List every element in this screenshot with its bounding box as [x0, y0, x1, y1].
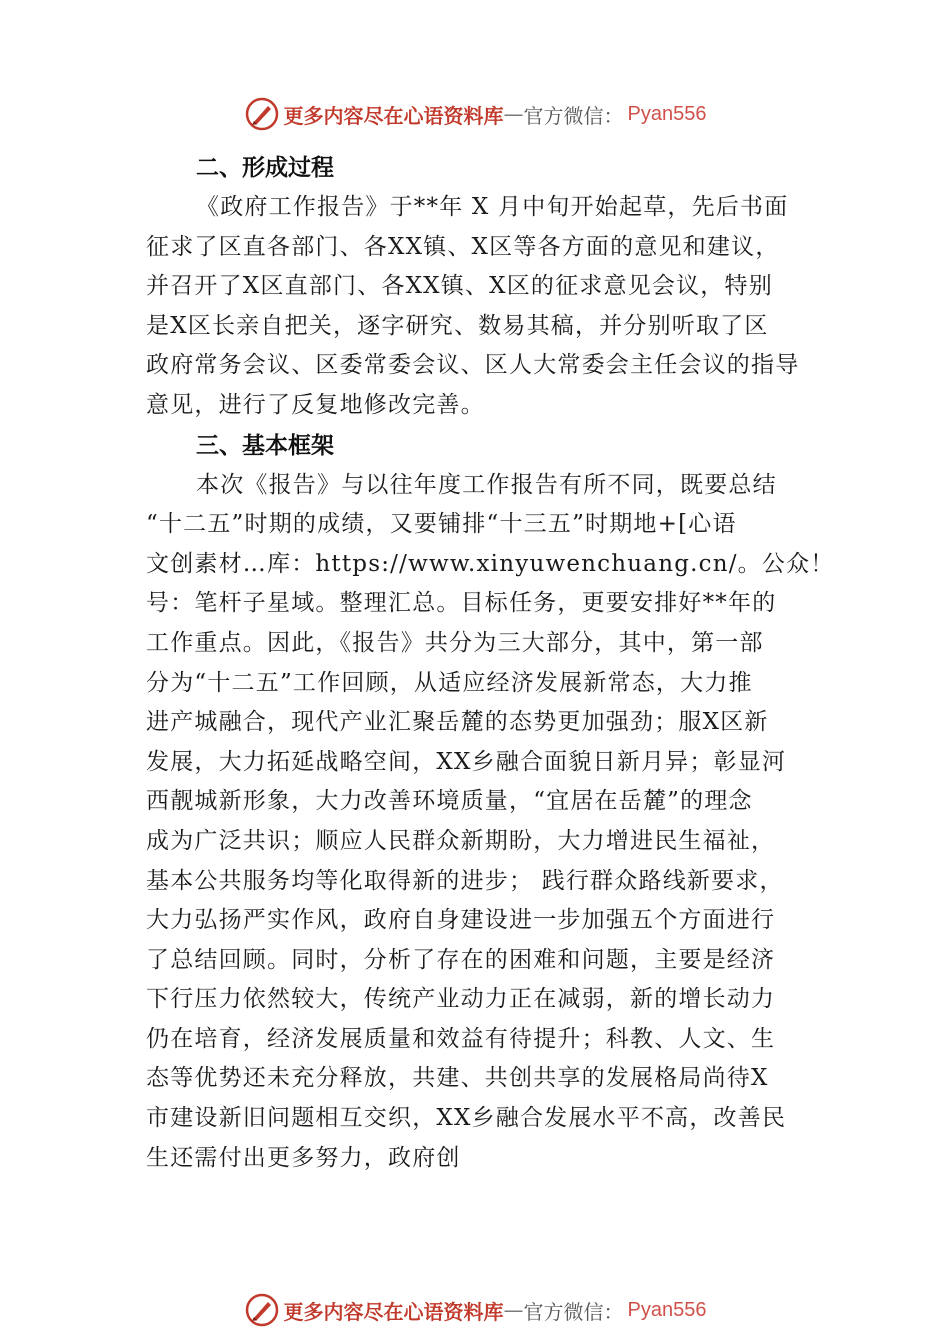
banner-separator: —	[503, 1298, 524, 1322]
paragraph-line: 市建设新旧问题相互交织，XX乡融合发展水平不高，改善民	[146, 1105, 787, 1132]
paragraph-line: 文创素材…库：https://www.xinyuwenchuang.cn/。公众！	[146, 550, 835, 577]
banner-wechat-label: 官方微信：	[523, 1299, 624, 1324]
paragraph-line: 发展，大力拓延战略空间，XX乡融合面貌日新月异；彰显河	[146, 748, 787, 775]
paragraph-line: 西靓城新形象，大力改善环境质量，“宜居在岳麓”的理念	[146, 788, 753, 815]
banner-main-text: 更多内容尽在心语资料库	[283, 103, 504, 128]
section-heading-framework: 三、基本框架	[196, 432, 334, 459]
pen-logo-icon	[244, 96, 280, 132]
paragraph-line: 仍在培育，经济发展质量和效益有待提升；科教、人文、生	[146, 1025, 776, 1052]
paragraph-line: 政府常务会议、区委常委会议、区人大常委会主任会议的指导	[146, 352, 800, 379]
pen-logo-icon	[244, 1292, 280, 1328]
paragraph-line: 态等优势还未充分释放，共建、共创共享的发展格局尚待X	[146, 1065, 769, 1092]
paragraph-line: 本次《报告》与以往年度工作报告有所不同，既要总结	[196, 471, 777, 498]
document-body	[146, 148, 835, 1178]
paragraph-line: 成为广泛共识；顺应人民群众新期盼，大力增进民生福祉，	[146, 827, 776, 854]
banner-separator: —	[503, 102, 524, 126]
header-banner	[0, 92, 950, 136]
paragraph-line: 进产城融合，现代产业汇聚岳麓的态势更加强劲；服X区新	[146, 709, 769, 736]
paragraph-line: 下行压力依然较大，传统产业动力正在减弱，新的增长动力	[146, 986, 776, 1013]
paragraph-line: 大力弘扬严实作风，政府自身建设进一步加强五个方面进行	[146, 907, 776, 934]
paragraph-line: 生还需付出更多努力，政府创	[146, 1144, 461, 1171]
banner-wechat-id: Pyan556	[627, 1298, 707, 1321]
paragraph-line: 并召开了X区直部门、各XX镇、X区的征求意见会议，特别	[146, 273, 773, 300]
paragraph-line: 号：笔杆子星域。整理汇总。目标任务，更要安排好**年的	[146, 590, 777, 617]
paragraph-line: “十二五”时期的成绩，又要铺排“十三五”时期地+[心语	[146, 511, 737, 538]
banner-wechat-label: 官方微信：	[523, 103, 624, 128]
paragraph-line: 是X区长亲自把关，逐字研究、数易其稿，并分别听取了区	[146, 312, 769, 339]
paragraph-line: 基本公共服务均等化取得新的进步； 践行群众路线新要求，	[146, 867, 784, 894]
paragraph-line: 《政府工作报告》于**年 X 月中旬开始起草，先后书面	[196, 194, 789, 220]
paragraph-line: 了总结回顾。同时，分析了存在的困难和问题，主要是经济	[146, 946, 776, 973]
section-heading-formation: 二、形成过程	[196, 155, 334, 181]
paragraph-line: 意见，进行了反复地修改完善。	[146, 391, 485, 418]
banner-wechat-id: Pyan556	[627, 102, 707, 125]
footer-banner	[0, 1288, 950, 1332]
banner-main-text: 更多内容尽在心语资料库	[283, 1299, 504, 1324]
paragraph-line: 征求了区直各部门、各XX镇、X区等各方面的意见和建议，	[146, 233, 780, 260]
paragraph-line: 工作重点。因此，《报告》共分为三大部分，其中，第一部	[146, 629, 764, 656]
paragraph-line: 分为“十二五”工作回顾，从适应经济发展新常态，大力推	[146, 669, 753, 696]
